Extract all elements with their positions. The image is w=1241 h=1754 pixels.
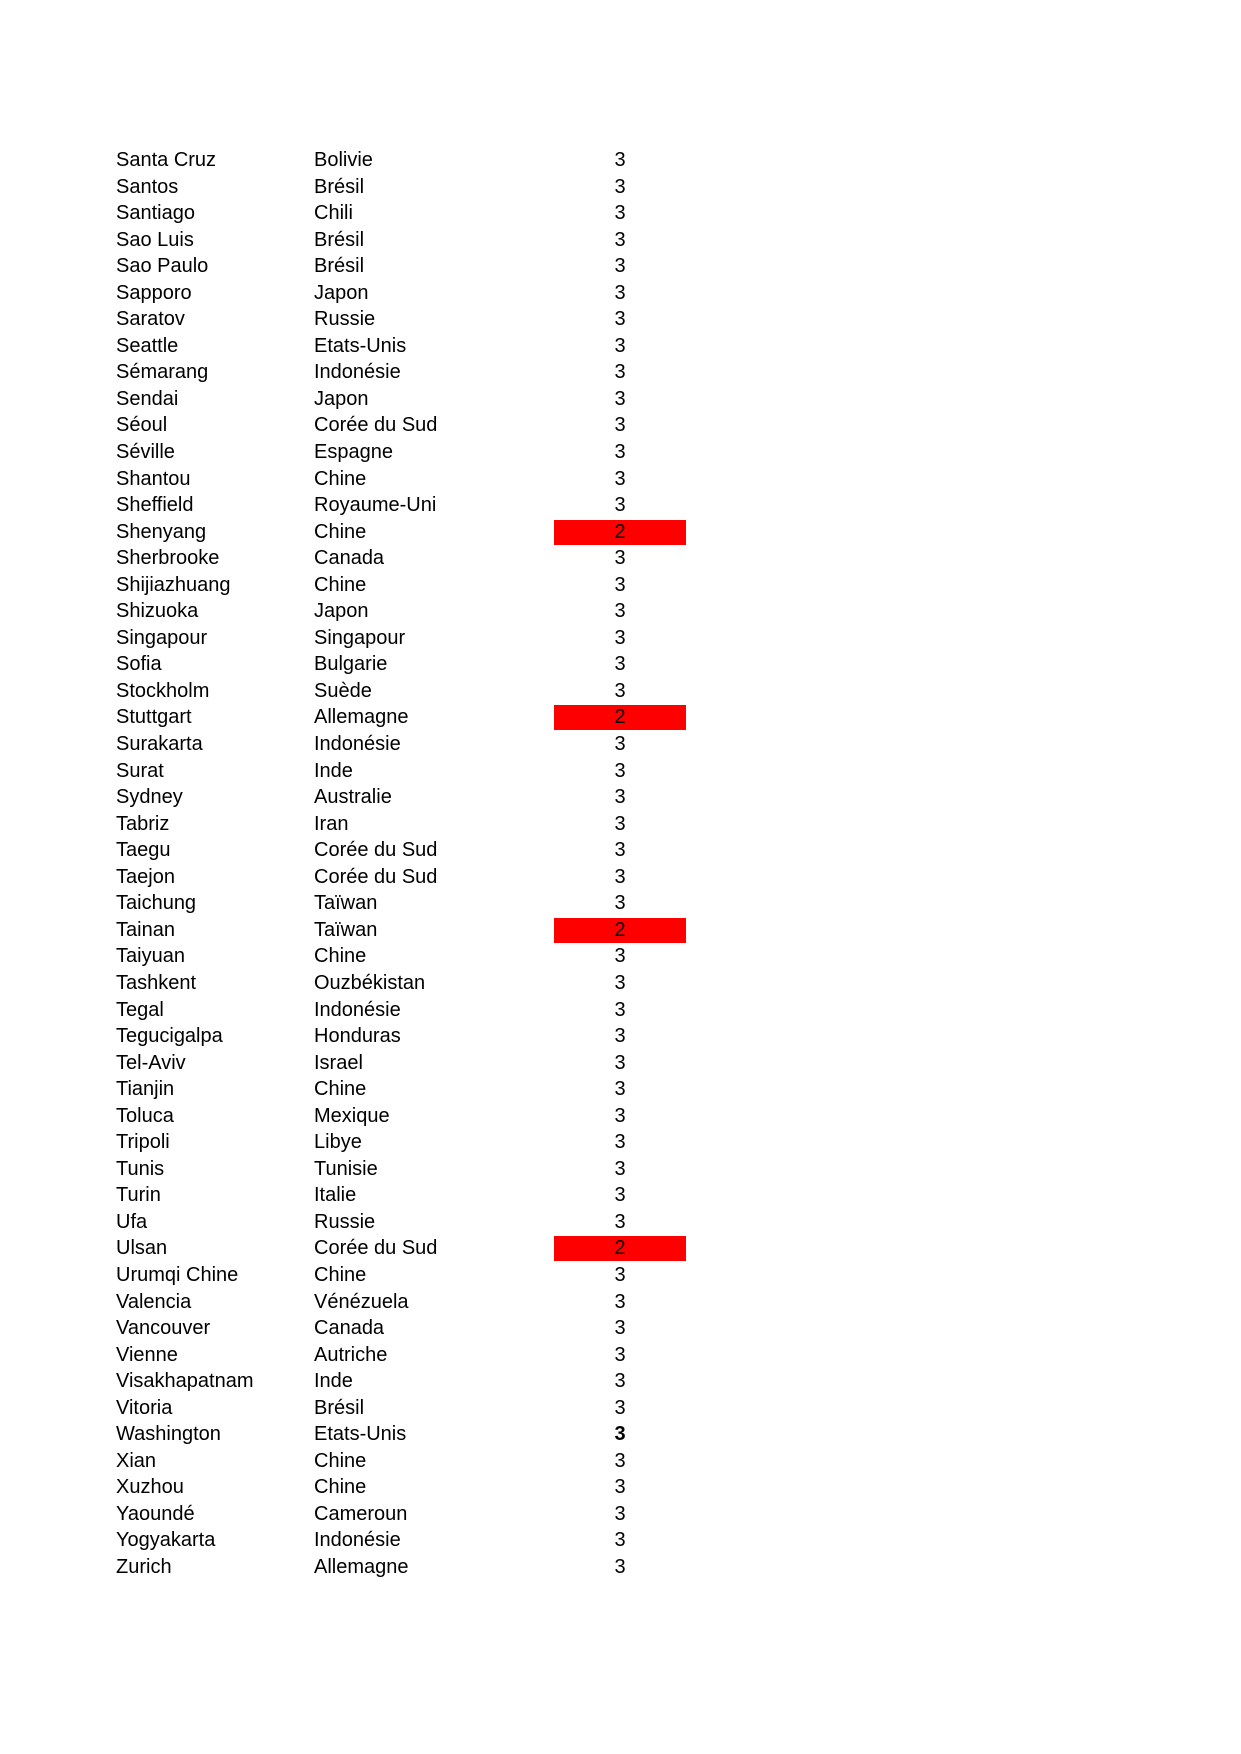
country-cell: Taïwan bbox=[314, 892, 378, 915]
table-row bbox=[0, 1103, 1241, 1130]
country-cell: Corée du Sud bbox=[314, 865, 438, 888]
table-row bbox=[0, 1554, 1241, 1581]
country-cell: Etats-Unis bbox=[314, 334, 407, 357]
table-row bbox=[0, 997, 1241, 1024]
score-cell-highlighted: 2 bbox=[554, 918, 686, 943]
table-row bbox=[0, 412, 1241, 439]
score-cell: 3 bbox=[614, 971, 626, 994]
table-row bbox=[0, 1209, 1241, 1236]
table-row bbox=[0, 1527, 1241, 1554]
table-row bbox=[0, 837, 1241, 864]
country-cell: Etats-Unis bbox=[314, 1423, 407, 1446]
country-cell: Chine bbox=[314, 945, 367, 968]
country-cell: Bulgarie bbox=[314, 653, 388, 676]
score-cell: 3 bbox=[614, 308, 626, 331]
table-row bbox=[0, 758, 1241, 785]
score-cell: 3 bbox=[614, 1263, 626, 1286]
country-cell: Canada bbox=[314, 1317, 385, 1340]
city-cell: Séville bbox=[116, 441, 175, 464]
country-cell: Chine bbox=[314, 1476, 367, 1499]
country-cell: Italie bbox=[314, 1184, 357, 1207]
city-cell: Tianjin bbox=[116, 1078, 175, 1101]
table-row bbox=[0, 598, 1241, 625]
score-cell: 3 bbox=[614, 945, 626, 968]
city-cell: Tel-Aviv bbox=[116, 1051, 186, 1074]
score-cell: 3 bbox=[614, 361, 626, 384]
country-cell: Chine bbox=[314, 1449, 367, 1472]
country-cell: Brésil bbox=[314, 175, 365, 198]
city-cell: Urumqi Chine bbox=[116, 1263, 239, 1286]
table-row bbox=[0, 1342, 1241, 1369]
country-cell: Indonésie bbox=[314, 361, 401, 384]
city-cell: Tegucigalpa bbox=[116, 1025, 223, 1048]
table-row bbox=[0, 651, 1241, 678]
city-cell: Ulsan bbox=[116, 1237, 168, 1260]
city-cell: Vitoria bbox=[116, 1396, 173, 1419]
score-cell: 3 bbox=[614, 892, 626, 915]
table-row bbox=[0, 1129, 1241, 1156]
score-cell: 3 bbox=[614, 600, 626, 623]
city-cell: Sheffield bbox=[116, 494, 194, 517]
score-cell: 3 bbox=[614, 1210, 626, 1233]
city-cell: Seattle bbox=[116, 334, 179, 357]
country-cell: Taïwan bbox=[314, 918, 378, 941]
score-cell: 3 bbox=[614, 998, 626, 1021]
city-cell: Xian bbox=[116, 1449, 157, 1472]
score-cell: 3 bbox=[614, 679, 626, 702]
city-cell: Tabriz bbox=[116, 812, 170, 835]
city-cell: Sao Paulo bbox=[116, 255, 209, 278]
score-cell: 3 bbox=[614, 1157, 626, 1180]
country-cell: Libye bbox=[314, 1131, 362, 1154]
city-cell: Santos bbox=[116, 175, 179, 198]
city-cell: Tegal bbox=[116, 998, 164, 1021]
city-cell: Santiago bbox=[116, 202, 195, 225]
country-cell: Singapour bbox=[314, 626, 406, 649]
score-cell: 3 bbox=[614, 202, 626, 225]
table-row bbox=[0, 1182, 1241, 1209]
city-cell: Sao Luis bbox=[116, 228, 194, 251]
table-row bbox=[0, 1368, 1241, 1395]
table-row bbox=[0, 572, 1241, 599]
country-cell: Suède bbox=[314, 679, 372, 702]
table-row bbox=[0, 1023, 1241, 1050]
city-cell: Shantou bbox=[116, 467, 191, 490]
city-cell: Sémarang bbox=[116, 361, 209, 384]
country-cell: Tunisie bbox=[314, 1157, 378, 1180]
score-cell: 3 bbox=[614, 414, 626, 437]
score-cell: 3 bbox=[614, 759, 626, 782]
score-cell: 3 bbox=[614, 1131, 626, 1154]
score-cell-highlighted: 2 bbox=[554, 705, 686, 730]
city-cell: Stuttgart bbox=[116, 706, 192, 729]
table-row bbox=[0, 359, 1241, 386]
score-cell: 3 bbox=[614, 1476, 626, 1499]
city-cell: Stockholm bbox=[116, 679, 210, 702]
country-cell: Autriche bbox=[314, 1343, 388, 1366]
country-cell: Corée du Sud bbox=[314, 414, 438, 437]
table-row bbox=[0, 519, 1241, 546]
score-cell: 3 bbox=[614, 467, 626, 490]
city-cell: Vienne bbox=[116, 1343, 178, 1366]
score-cell: 3 bbox=[614, 1502, 626, 1525]
score-cell: 3 bbox=[614, 865, 626, 888]
score-cell: 3 bbox=[614, 786, 626, 809]
score-cell: 3 bbox=[614, 1051, 626, 1074]
score-cell: 3 bbox=[614, 1423, 626, 1446]
score-cell: 3 bbox=[614, 175, 626, 198]
country-cell: Inde bbox=[314, 759, 353, 782]
table-row bbox=[0, 784, 1241, 811]
table-row bbox=[0, 1474, 1241, 1501]
country-cell: Chine bbox=[314, 1078, 367, 1101]
score-cell: 3 bbox=[614, 149, 626, 171]
table-row bbox=[0, 174, 1241, 201]
score-cell: 3 bbox=[614, 733, 626, 756]
table-row bbox=[0, 280, 1241, 307]
city-cell: Vancouver bbox=[116, 1317, 211, 1340]
city-cell: Singapour bbox=[116, 626, 208, 649]
country-cell: Chine bbox=[314, 467, 367, 490]
score-cell-highlighted: 2 bbox=[554, 1236, 686, 1261]
table-row bbox=[0, 439, 1241, 466]
country-cell: Allemagne bbox=[314, 1555, 409, 1578]
score-cell: 3 bbox=[614, 547, 626, 570]
country-cell: Espagne bbox=[314, 441, 393, 464]
table-row bbox=[0, 466, 1241, 493]
score-cell: 3 bbox=[614, 812, 626, 835]
country-cell: Mexique bbox=[314, 1104, 390, 1127]
city-cell: Xuzhou bbox=[116, 1476, 184, 1499]
score-cell: 3 bbox=[614, 1025, 626, 1048]
city-cell: Toluca bbox=[116, 1104, 174, 1127]
city-cell: Taichung bbox=[116, 892, 197, 915]
country-cell: Japon bbox=[314, 281, 369, 304]
city-cell: Taejon bbox=[116, 865, 175, 888]
table-row bbox=[0, 890, 1241, 917]
country-cell: Japon bbox=[314, 600, 369, 623]
country-cell: Indonésie bbox=[314, 998, 401, 1021]
score-cell: 3 bbox=[614, 1449, 626, 1472]
country-cell: Chine bbox=[314, 1263, 367, 1286]
score-cell: 3 bbox=[614, 1184, 626, 1207]
score-cell: 3 bbox=[614, 839, 626, 862]
city-cell: Visakhapatnam bbox=[116, 1370, 254, 1393]
city-cell: Washington bbox=[116, 1423, 221, 1446]
city-cell: Shizuoka bbox=[116, 600, 199, 623]
table-row bbox=[0, 253, 1241, 280]
country-cell: Chine bbox=[314, 520, 367, 543]
city-cell: Surat bbox=[116, 759, 164, 782]
table-row bbox=[0, 306, 1241, 333]
city-cell: Tripoli bbox=[116, 1131, 170, 1154]
table-row bbox=[0, 625, 1241, 652]
table-row bbox=[0, 492, 1241, 519]
table-row bbox=[0, 811, 1241, 838]
country-cell: Indonésie bbox=[314, 1529, 401, 1552]
country-cell: Iran bbox=[314, 812, 349, 835]
table-row bbox=[0, 943, 1241, 970]
city-table bbox=[0, 147, 1241, 1581]
city-cell: Tainan bbox=[116, 918, 175, 941]
city-cell: Séoul bbox=[116, 414, 168, 437]
table-row bbox=[0, 731, 1241, 758]
city-cell: Shijiazhuang bbox=[116, 573, 231, 596]
table-row bbox=[0, 1235, 1241, 1262]
city-cell: Tashkent bbox=[116, 971, 197, 994]
table-row bbox=[0, 333, 1241, 360]
country-cell: Inde bbox=[314, 1370, 353, 1393]
score-cell: 3 bbox=[614, 281, 626, 304]
table-row bbox=[0, 1421, 1241, 1448]
score-cell: 3 bbox=[614, 653, 626, 676]
city-cell: Turin bbox=[116, 1184, 161, 1207]
country-cell: Japon bbox=[314, 387, 369, 410]
score-cell: 3 bbox=[614, 1555, 626, 1578]
score-cell-highlighted: 2 bbox=[554, 520, 686, 545]
table-row bbox=[0, 1501, 1241, 1528]
city-cell: Sydney bbox=[116, 786, 183, 809]
table-row bbox=[0, 545, 1241, 572]
country-cell: Chili bbox=[314, 202, 353, 225]
city-cell: Valencia bbox=[116, 1290, 192, 1313]
table-row bbox=[0, 917, 1241, 944]
country-cell: Russie bbox=[314, 308, 376, 331]
city-cell: Sapporo bbox=[116, 281, 192, 304]
table-row bbox=[0, 1156, 1241, 1183]
table-row bbox=[0, 1076, 1241, 1103]
score-cell: 3 bbox=[614, 255, 626, 278]
score-cell: 3 bbox=[614, 1290, 626, 1313]
city-cell: Shenyang bbox=[116, 520, 207, 543]
country-cell: Canada bbox=[314, 547, 385, 570]
score-cell: 3 bbox=[614, 334, 626, 357]
table-row bbox=[0, 1315, 1241, 1342]
score-cell: 3 bbox=[614, 1396, 626, 1419]
table-row bbox=[0, 704, 1241, 731]
country-cell: Royaume-Uni bbox=[314, 494, 437, 517]
country-cell: Vénézuela bbox=[314, 1290, 409, 1313]
city-cell: Ufa bbox=[116, 1210, 148, 1233]
country-cell: Israel bbox=[314, 1051, 363, 1074]
score-cell: 3 bbox=[614, 1078, 626, 1101]
country-cell: Brésil bbox=[314, 1396, 365, 1419]
score-cell: 3 bbox=[614, 1104, 626, 1127]
table-row bbox=[0, 200, 1241, 227]
country-cell: Brésil bbox=[314, 255, 365, 278]
table-row bbox=[0, 864, 1241, 891]
table-row bbox=[0, 1262, 1241, 1289]
country-cell: Russie bbox=[314, 1210, 376, 1233]
country-cell: Australie bbox=[314, 786, 392, 809]
city-cell: Yogyakarta bbox=[116, 1529, 216, 1552]
city-cell: Tunis bbox=[116, 1157, 165, 1180]
table-row bbox=[0, 1448, 1241, 1475]
score-cell: 3 bbox=[614, 387, 626, 410]
table-row bbox=[0, 970, 1241, 997]
table-row bbox=[0, 1050, 1241, 1077]
score-cell: 3 bbox=[614, 1317, 626, 1340]
country-cell: Cameroun bbox=[314, 1502, 408, 1525]
table-row bbox=[0, 678, 1241, 705]
score-cell: 3 bbox=[614, 1370, 626, 1393]
city-cell: Surakarta bbox=[116, 733, 203, 756]
city-cell: Sendai bbox=[116, 387, 179, 410]
country-cell: Brésil bbox=[314, 228, 365, 251]
country-cell: Ouzbékistan bbox=[314, 971, 426, 994]
score-cell: 3 bbox=[614, 494, 626, 517]
table-row bbox=[0, 1289, 1241, 1316]
table-row bbox=[0, 227, 1241, 254]
city-cell: Taegu bbox=[116, 839, 171, 862]
city-cell: Saratov bbox=[116, 308, 185, 331]
table-row bbox=[0, 386, 1241, 413]
country-cell: Honduras bbox=[314, 1025, 401, 1048]
country-cell: Indonésie bbox=[314, 733, 401, 756]
score-cell: 3 bbox=[614, 626, 626, 649]
country-cell: Corée du Sud bbox=[314, 839, 438, 862]
score-cell: 3 bbox=[614, 1343, 626, 1366]
table-row bbox=[0, 147, 1241, 174]
country-cell: Bolivie bbox=[314, 149, 373, 171]
table-row bbox=[0, 1395, 1241, 1422]
score-cell: 3 bbox=[614, 441, 626, 464]
score-cell: 3 bbox=[614, 228, 626, 251]
score-cell: 3 bbox=[614, 573, 626, 596]
city-cell: Yaoundé bbox=[116, 1502, 195, 1525]
country-cell: Corée du Sud bbox=[314, 1237, 438, 1260]
city-cell: Santa Cruz bbox=[116, 149, 217, 171]
city-cell: Sofia bbox=[116, 653, 162, 676]
city-cell: Sherbrooke bbox=[116, 547, 220, 570]
country-cell: Chine bbox=[314, 573, 367, 596]
city-cell: Taiyuan bbox=[116, 945, 185, 968]
country-cell: Allemagne bbox=[314, 706, 409, 729]
score-cell: 3 bbox=[614, 1529, 626, 1552]
city-cell: Zurich bbox=[116, 1555, 172, 1578]
